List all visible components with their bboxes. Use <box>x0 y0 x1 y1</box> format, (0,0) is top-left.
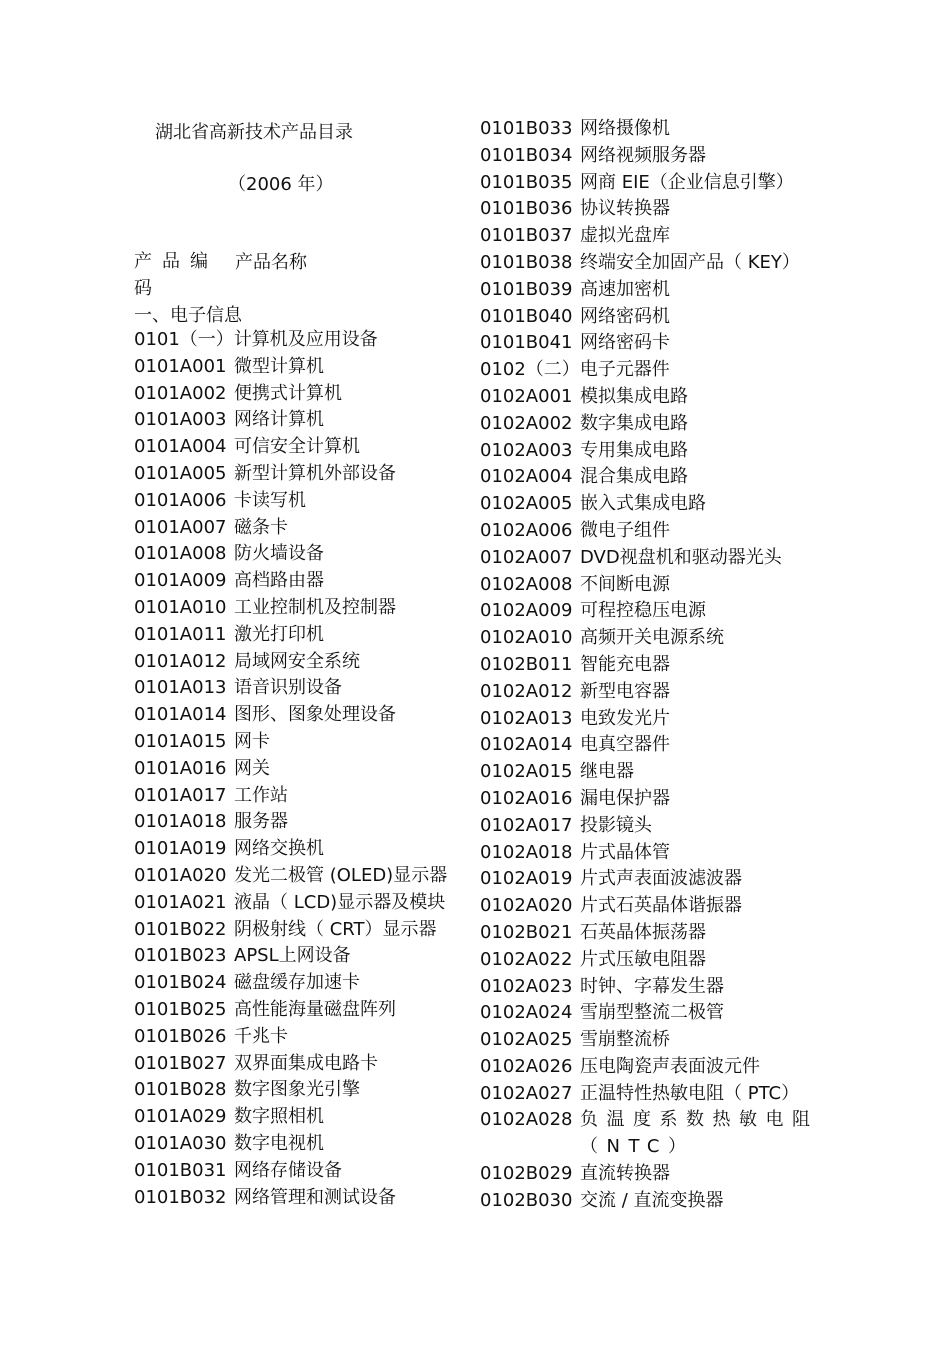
product-code: 0102B021 <box>480 921 573 943</box>
product-name: 磁条卡 <box>234 516 288 538</box>
product-code: 0101B035 <box>480 171 573 193</box>
product-row <box>134 381 447 408</box>
product-code: 0101B034 <box>480 144 573 166</box>
product-code: 0102A028 <box>480 1109 573 1131</box>
product-row <box>480 196 828 223</box>
product-name: 千兆卡 <box>234 1025 288 1047</box>
category-row <box>134 327 447 354</box>
product-code: 0102A025 <box>480 1029 573 1051</box>
product-code: 0101A030 <box>134 1132 227 1154</box>
product-row <box>480 866 828 893</box>
product-row <box>134 729 447 756</box>
product-name: 网络交换机 <box>234 838 324 860</box>
product-name: 高频开关电源系统 <box>580 627 724 649</box>
product-code: 0102A001 <box>480 385 573 407</box>
product-row <box>480 920 828 947</box>
product-code: 0101B038 <box>480 251 573 273</box>
product-name: 交流 / 直流变换器 <box>580 1189 724 1211</box>
product-row <box>480 116 828 143</box>
product-row <box>134 407 447 434</box>
section-heading: 一、电子信息 <box>134 305 242 326</box>
product-row <box>480 1054 828 1081</box>
product-name: 雪崩整流桥 <box>580 1029 670 1051</box>
product-code: 0101B036 <box>480 198 573 220</box>
product-name: 网络计算机 <box>234 409 324 431</box>
category-label: 0101（一） <box>134 329 234 350</box>
product-name: 高性能海量磁盘阵列 <box>234 998 396 1020</box>
product-name: 继电器 <box>580 761 634 783</box>
product-row <box>480 893 828 920</box>
product-code: 0101A004 <box>134 436 227 458</box>
product-row <box>480 840 828 867</box>
product-code: 0101A003 <box>134 409 227 431</box>
product-code: 0101A005 <box>134 462 227 484</box>
product-name: 语音识别设备 <box>234 677 342 699</box>
product-row <box>480 384 828 411</box>
product-name: DVD视盘机和驱动器光头 <box>580 546 782 568</box>
product-row <box>480 250 828 277</box>
product-name: 可信安全计算机 <box>234 436 360 458</box>
product-code: 0102A014 <box>480 734 573 756</box>
product-row <box>134 541 447 568</box>
product-code: 0101B040 <box>480 305 573 327</box>
product-row <box>480 1027 828 1054</box>
product-name: 网络摄像机 <box>580 118 670 139</box>
product-row <box>134 702 447 729</box>
product-name: 新型计算机外部设备 <box>234 462 396 484</box>
product-name: 片式石英晶体谐振器 <box>580 895 742 917</box>
product-row <box>134 1077 447 1104</box>
product-name: 正温特性热敏电阻（ PTC） <box>580 1082 800 1104</box>
column-header-code: 产品编码 <box>134 251 218 299</box>
product-name: 协议转换器 <box>580 198 670 220</box>
product-row <box>134 1185 447 1212</box>
product-code: 0101B033 <box>480 118 573 139</box>
product-name: 终端安全加固产品（ KEY） <box>580 251 800 273</box>
product-code: 0101A019 <box>134 838 227 860</box>
product-code: 0101A016 <box>134 757 227 779</box>
product-name: 网商 EIE（企业信息引擎） <box>580 171 794 193</box>
product-name: 激光打印机 <box>234 623 324 645</box>
category-name: 电子元器件 <box>579 359 670 381</box>
product-name: 网卡 <box>234 730 270 752</box>
product-name: 服务器 <box>234 811 288 833</box>
product-code: 0102A026 <box>480 1055 573 1077</box>
category-label: 0102（二） <box>480 359 580 381</box>
product-code: 0101A009 <box>134 570 227 592</box>
product-row <box>480 759 828 786</box>
product-name: 微电子组件 <box>580 519 670 541</box>
product-row <box>134 809 447 836</box>
product-row <box>480 732 828 759</box>
product-name: 磁盘缓存加速卡 <box>234 972 360 994</box>
product-name: 数字照相机 <box>234 1106 324 1128</box>
document-title: 湖北省高新技术产品目录 <box>155 122 353 143</box>
product-row <box>134 622 447 649</box>
category-row <box>480 357 828 384</box>
product-code: 0101A029 <box>134 1106 227 1128</box>
product-row <box>134 354 447 381</box>
product-name: 直流转换器 <box>580 1163 670 1185</box>
product-name: 嵌入式集成电路 <box>580 493 706 515</box>
product-row <box>480 491 828 518</box>
product-name: 负温度系数热敏电阻（NTC） <box>580 1109 819 1158</box>
document-year: （2006 年） <box>228 174 334 195</box>
product-row <box>134 863 447 890</box>
product-row <box>480 679 828 706</box>
product-code: 0102A018 <box>480 841 573 863</box>
product-name: 数字集成电路 <box>580 412 688 434</box>
product-name: 网络视频服务器 <box>580 144 706 166</box>
product-code: 0102A002 <box>480 412 573 434</box>
product-row <box>134 943 447 970</box>
product-name: 发光二极管 (OLED)显示器 <box>234 864 448 886</box>
product-row <box>134 1158 447 1185</box>
product-name: 液晶（ LCD)显示器及模块 <box>234 891 446 913</box>
product-code: 0101B031 <box>134 1159 227 1181</box>
product-row <box>134 1051 447 1078</box>
product-name: 投影镜头 <box>580 814 652 836</box>
product-name: 专用集成电路 <box>580 439 688 461</box>
product-row <box>480 277 828 304</box>
product-row <box>480 572 828 599</box>
product-row <box>480 518 828 545</box>
product-name: 漏电保护器 <box>580 787 670 809</box>
product-name: 混合集成电路 <box>580 466 688 488</box>
product-row <box>134 917 447 944</box>
product-name: 微型计算机 <box>234 355 324 377</box>
product-code: 0102B030 <box>480 1189 573 1211</box>
product-row <box>134 1024 447 1051</box>
product-row <box>480 170 828 197</box>
product-row <box>480 1000 828 1027</box>
product-code: 0101A012 <box>134 650 227 672</box>
product-row <box>480 143 828 170</box>
product-code: 0101A017 <box>134 784 227 806</box>
product-name: 双界面集成电路卡 <box>234 1052 378 1074</box>
product-row <box>480 1161 828 1188</box>
product-code: 0101B027 <box>134 1052 227 1074</box>
product-name: 便携式计算机 <box>234 382 342 404</box>
product-code: 0102A008 <box>480 573 573 595</box>
product-row <box>134 890 447 917</box>
product-row <box>134 1104 447 1131</box>
product-row <box>134 1131 447 1158</box>
product-code: 0101A002 <box>134 382 227 404</box>
product-row <box>480 223 828 250</box>
product-code: 0102A022 <box>480 948 573 970</box>
product-row <box>480 1107 828 1161</box>
product-code: 0101A013 <box>134 677 227 699</box>
product-row <box>134 595 447 622</box>
product-row <box>480 598 828 625</box>
product-row <box>480 411 828 438</box>
product-code: 0101B028 <box>134 1079 227 1101</box>
product-name: 压电陶瓷声表面波元件 <box>580 1055 760 1077</box>
product-name: 片式晶体管 <box>580 841 670 863</box>
product-code: 0102A024 <box>480 1002 573 1024</box>
product-row <box>480 545 828 572</box>
product-name: 电致发光片 <box>580 707 670 729</box>
product-row <box>480 706 828 733</box>
product-name: 时钟、字幕发生器 <box>580 975 724 997</box>
product-code: 0101A020 <box>134 864 227 886</box>
product-name: 新型电容器 <box>580 680 670 702</box>
product-name: 片式压敏电阻器 <box>580 948 706 970</box>
product-name: 工作站 <box>234 784 288 806</box>
product-code: 0101B041 <box>480 332 573 354</box>
product-code: 0101A010 <box>134 596 227 618</box>
product-name: 高速加密机 <box>580 278 670 300</box>
product-name: 可程控稳压电源 <box>580 600 706 622</box>
product-row <box>134 675 447 702</box>
product-code: 0102A027 <box>480 1082 573 1104</box>
product-code: 0102A005 <box>480 493 573 515</box>
product-row <box>480 464 828 491</box>
product-code: 0101B037 <box>480 225 573 247</box>
product-name: 局域网安全系统 <box>234 650 360 672</box>
product-row <box>134 568 447 595</box>
product-code: 0101A015 <box>134 730 227 752</box>
product-code: 0102A010 <box>480 627 573 649</box>
product-row <box>480 652 828 679</box>
product-row <box>480 813 828 840</box>
product-row <box>134 756 447 783</box>
product-row <box>480 974 828 1001</box>
product-name: 卡读写机 <box>234 489 306 511</box>
product-row <box>134 488 447 515</box>
right-product-list <box>480 116 828 1215</box>
product-code: 0101B026 <box>134 1025 227 1047</box>
product-code: 0102A012 <box>480 680 573 702</box>
product-row <box>480 1188 828 1215</box>
product-name: 网络存储设备 <box>234 1159 342 1181</box>
product-code: 0102A016 <box>480 787 573 809</box>
product-code: 0101A018 <box>134 811 227 833</box>
product-name: 智能充电器 <box>580 653 670 675</box>
product-name: 数字图象光引擎 <box>234 1079 360 1101</box>
product-row <box>480 1081 828 1108</box>
product-code: 0102A006 <box>480 519 573 541</box>
left-product-list <box>134 327 447 1211</box>
column-header-name: 产品名称 <box>235 252 307 273</box>
product-code: 0101B022 <box>134 918 227 940</box>
product-name: 不间断电源 <box>580 573 670 595</box>
product-row <box>480 304 828 331</box>
product-code: 0101A007 <box>134 516 227 538</box>
product-code: 0102B029 <box>480 1163 573 1185</box>
product-name: 网络密码机 <box>580 305 670 327</box>
product-name: 工业控制机及控制器 <box>234 596 396 618</box>
product-row <box>134 836 447 863</box>
product-code: 0102A009 <box>480 600 573 622</box>
product-code: 0101A014 <box>134 704 227 726</box>
product-row <box>480 947 828 974</box>
product-code: 0101A011 <box>134 623 227 645</box>
product-code: 0102A007 <box>480 546 573 568</box>
product-code: 0102A015 <box>480 761 573 783</box>
product-code: 0102A020 <box>480 895 573 917</box>
product-row <box>134 997 447 1024</box>
product-row <box>480 330 828 357</box>
product-row <box>480 625 828 652</box>
product-code: 0102A003 <box>480 439 573 461</box>
product-code: 0101B023 <box>134 945 227 967</box>
product-code: 0101B032 <box>134 1186 227 1208</box>
product-code: 0101B025 <box>134 998 227 1020</box>
product-name: 数字电视机 <box>234 1132 324 1154</box>
product-code: 0102A013 <box>480 707 573 729</box>
product-code: 0102A004 <box>480 466 573 488</box>
product-name: 高档路由器 <box>234 570 324 592</box>
product-code: 0101A006 <box>134 489 227 511</box>
product-code: 0101A008 <box>134 543 227 565</box>
category-name: 计算机及应用设备 <box>233 329 378 350</box>
product-code: 0102A023 <box>480 975 573 997</box>
product-row <box>134 434 447 461</box>
product-name: 雪崩型整流二极管 <box>580 1002 724 1024</box>
product-name: 石英晶体振荡器 <box>580 921 706 943</box>
product-code: 0101B024 <box>134 972 227 994</box>
product-name: 阴极射线（ CRT）显示器 <box>234 918 437 940</box>
product-code: 0102A019 <box>480 868 573 890</box>
product-name: 片式声表面波滤波器 <box>580 868 742 890</box>
product-row <box>480 786 828 813</box>
product-name: 网络管理和测试设备 <box>234 1186 396 1208</box>
product-row <box>134 515 447 542</box>
product-row <box>134 783 447 810</box>
product-name: 模拟集成电路 <box>580 385 688 407</box>
product-name: 防火墙设备 <box>234 543 324 565</box>
product-row <box>134 970 447 997</box>
product-code: 0101B039 <box>480 278 573 300</box>
product-name: APSL上网设备 <box>234 945 351 967</box>
product-code: 0102A017 <box>480 814 573 836</box>
product-name: 虚拟光盘库 <box>580 225 670 247</box>
product-row <box>480 438 828 465</box>
product-name: 图形、图象处理设备 <box>234 704 396 726</box>
product-code: 0101A001 <box>134 355 227 377</box>
product-name: 电真空器件 <box>580 734 670 756</box>
product-code: 0102B011 <box>480 653 573 675</box>
product-name: 网络密码卡 <box>580 332 670 354</box>
product-row <box>134 649 447 676</box>
product-code: 0101A021 <box>134 891 227 913</box>
product-name: 网关 <box>234 757 270 779</box>
product-row <box>134 461 447 488</box>
